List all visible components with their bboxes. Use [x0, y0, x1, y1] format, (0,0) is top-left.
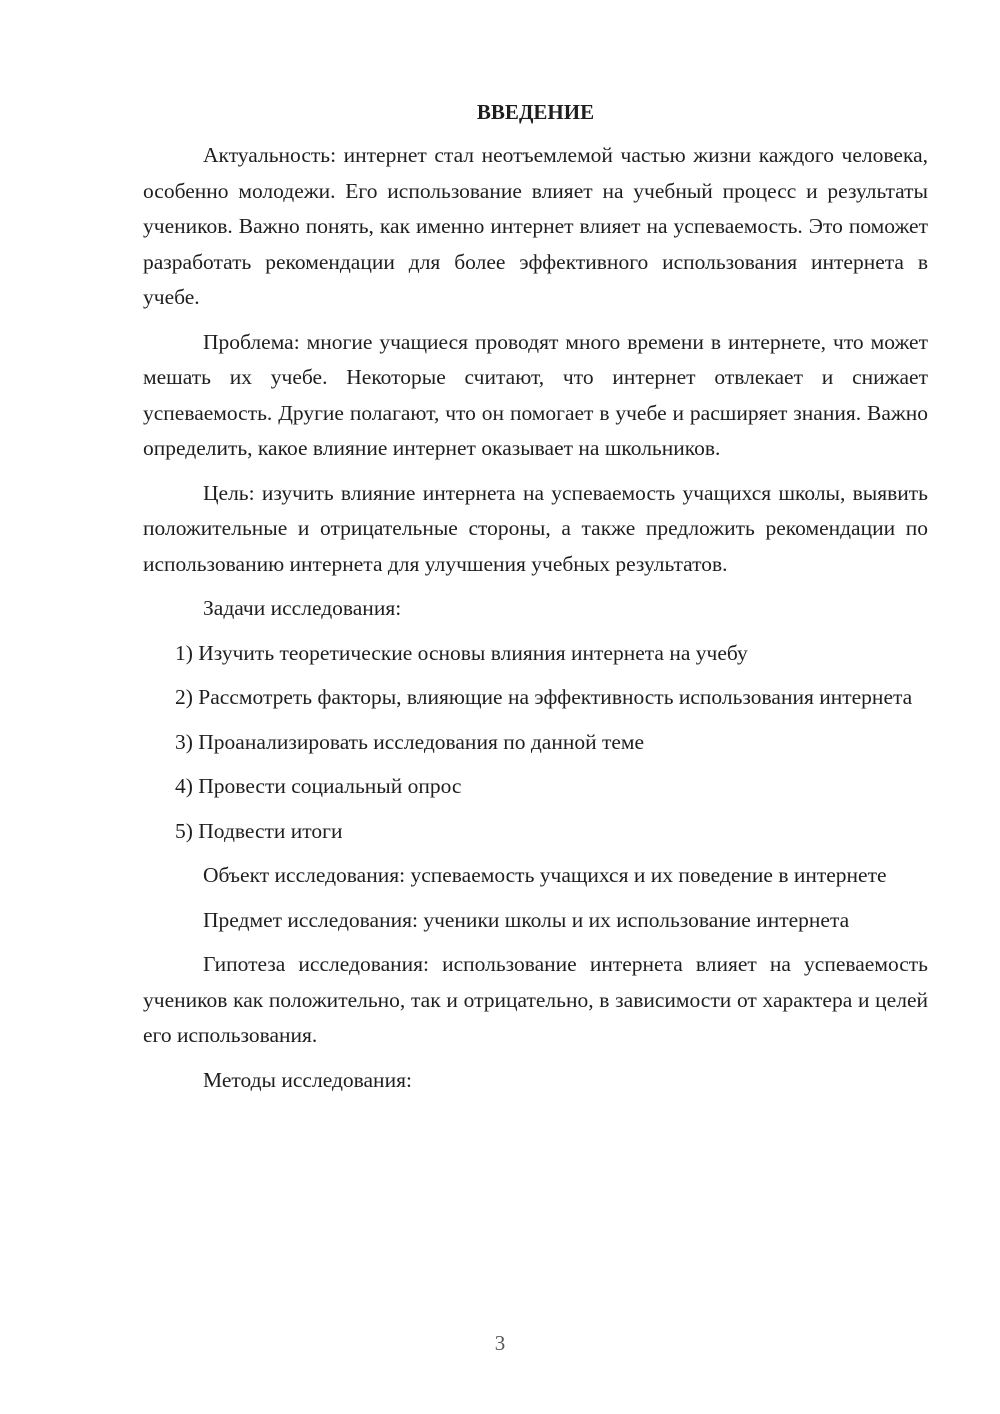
paragraph-hypothesis: Гипотеза исследования: использование интернета влияет на успеваемость учеников как положительно, так и отрицательно, в зависимости от характера и целей его использования.	[143, 952, 928, 1047]
list-item-task-5: 5) Подвести итоги	[175, 818, 343, 843]
list-item-task-2: 2) Рассмотреть факторы, влияющие на эффективность использования интернета	[175, 685, 913, 709]
paragraph-relevance: Актуальность: интернет стал неотъемлемой частью жизни каждого человека, особенно молодежи. Его использование влияет на учебный процесс и результаты учеников. Важно понять, как именно интернет влияет на успеваемость. Это поможет разработать рекомендации для более эффективного использования интернета в учебе.	[143, 143, 928, 309]
list-item-task-4: 4) Провести социальный опрос	[175, 774, 462, 798]
paragraph-problem: Проблема: многие учащиеся проводят много времени в интернете, что может мешать их учебе. Некоторые считают, что интернет отвлекает и снижает успеваемость. Другие полагают, что он помогает в учебе и расширяет знания. Важно определить, какое влияние интернет оказывает на школьников.	[143, 329, 928, 460]
paragraph-tasks-heading: Задачи исследования:	[203, 596, 402, 620]
paragraph-methods: Методы исследования:	[203, 1067, 412, 1092]
document-body	[143, 95, 928, 1107]
paragraph-object: Объект исследования: успеваемость учащихся и их поведение в интернете	[203, 863, 887, 887]
list-item-task-1: 1) Изучить теоретические основы влияния интернета на учебу	[175, 640, 748, 665]
page-number: 3	[494, 1331, 506, 1355]
paragraph-goal: Цель: изучить влияние интернета на успеваемость учащихся школы, выявить положительные и отрицательные стороны, а также предложить рекомендации по использованию интернета для улучшения учебных результатов.	[143, 480, 928, 576]
list-item-task-3: 3) Проанализировать исследования по данной теме	[175, 729, 645, 754]
page-title: ВВЕДЕНИЕ	[476, 100, 595, 124]
paragraph-subject: Предмет исследования: ученики школы и их использование интернета	[203, 907, 850, 932]
